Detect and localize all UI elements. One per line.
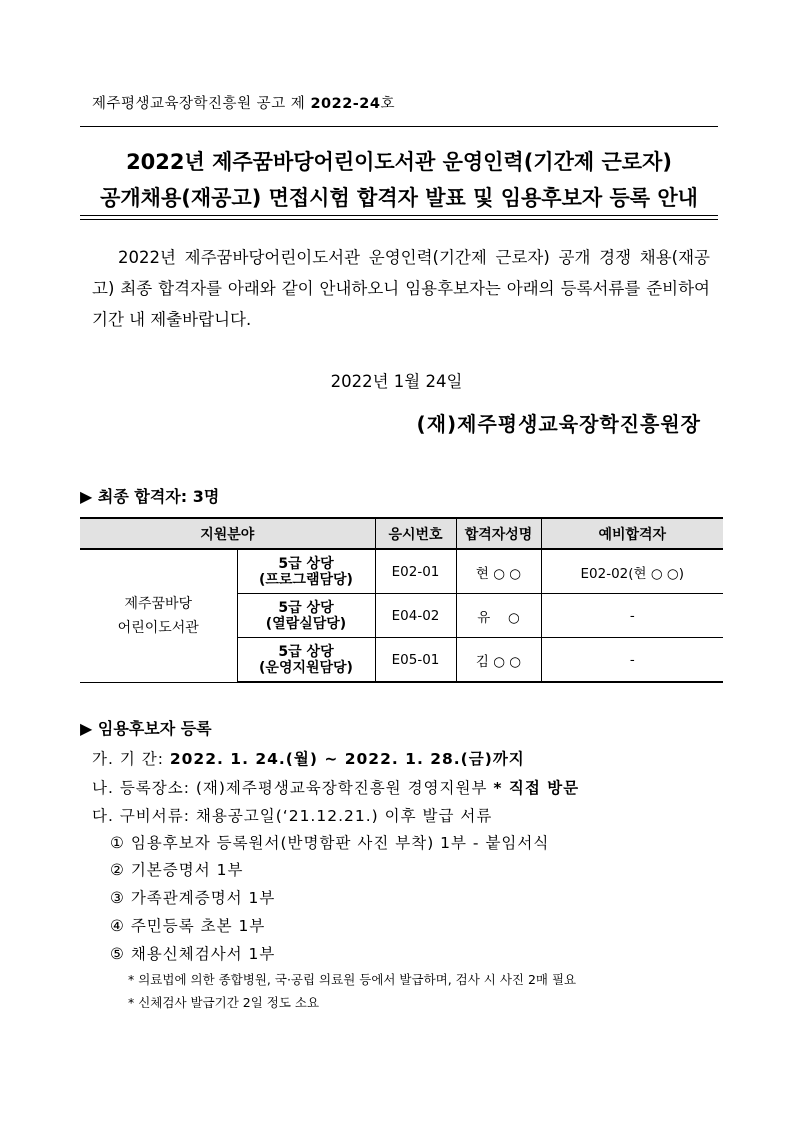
document-title-line1: 2022년 제주꿈바당어린이도서관 운영인력(기간제 근로자) — [126, 150, 672, 174]
position-role: (프로그램담당) — [259, 571, 353, 588]
section-registration-title: ▶ 임용후보자 등록 — [80, 719, 212, 738]
notice-number: 2022-24 — [310, 96, 381, 112]
header-passer-name: 합격자성명 — [456, 518, 541, 549]
position-grade: 5급 상당 — [278, 555, 334, 572]
document-item: ⑤ 채용신체검사서 1부 — [110, 945, 276, 963]
notice-prefix: 제주평생교육장학진흥원 공고 제 — [92, 96, 311, 112]
document-item: ② 기본증명서 1부 — [110, 861, 244, 879]
header-field: 지원분야 — [80, 518, 375, 549]
passer-name-cell: 김 ○ ○ — [456, 638, 541, 683]
applicants-table — [80, 517, 723, 683]
table-header-row — [80, 518, 723, 549]
exam-number-cell: E04-02 — [375, 594, 456, 638]
document-title-line2: 공개채용(재공고) 면접시험 합격자 발표 및 임용후보자 등록 안내 — [100, 186, 698, 210]
place-emphasis: * 직접 방문 — [493, 779, 580, 797]
field-cell — [80, 549, 237, 682]
reserve-cell: - — [541, 594, 723, 638]
position-cell — [237, 594, 375, 638]
period-value: 2022. 1. 24.(월) ~ 2022. 1. 28.(금)까지 — [169, 750, 525, 768]
note-item: * 의료법에 의한 종합병원, 국·공립 의료원 등에서 발급하며, 검사 시 사진 2매 필요 — [128, 972, 577, 987]
intro-paragraph: 2022년 제주꿈바당어린이도서관 운영인력(기간제 근로자) 공개 경쟁 채용(재공고) 최종 합격자를 아래와 같이 안내하오니 임용후보자는 아래의 등록서류를 준비하여 기간 내 제출바랍니다. — [92, 248, 710, 329]
documents-line: 다. 구비서류: 채용공고일(‘21.12.21.) 이후 발급 서류 — [92, 807, 493, 825]
field-line2: 어린이도서관 — [117, 619, 199, 636]
position-role: (운영지원담당) — [259, 659, 353, 676]
top-rule — [80, 126, 718, 127]
exam-number-cell: E02-01 — [375, 549, 456, 594]
passer-name-cell: 현 ○ ○ — [456, 549, 541, 594]
passer-name-cell: 유 ○ — [456, 594, 541, 638]
issuer-name: (재)제주평생교육장학진흥원장 — [416, 412, 701, 436]
place-label: 나. 등록장소: (재)제주평생교육장학진흥원 경영지원부 — [92, 779, 494, 797]
document-item: ③ 가족관계증명서 1부 — [110, 889, 276, 907]
note-item: * 신체검사 발급기간 2일 정도 소요 — [128, 995, 320, 1010]
section-final-applicants-title: ▶ 최종 합격자: 3명 — [80, 487, 220, 506]
header-reserve: 예비합격자 — [541, 518, 723, 549]
period-label: 가. 기 간: — [92, 750, 170, 768]
title-double-rule — [80, 215, 718, 220]
field-line1: 제주꿈바당 — [124, 595, 193, 612]
position-cell — [237, 638, 375, 683]
document-item: ① 임용후보자 등록원서(반명함판 사진 부착) 1부 - 붙임서식 — [110, 834, 550, 852]
table-row — [80, 549, 723, 594]
place-line — [92, 776, 579, 798]
period-line — [92, 747, 525, 769]
reserve-cell: - — [541, 638, 723, 683]
position-grade: 5급 상당 — [278, 643, 334, 660]
header-exam-number: 응시번호 — [375, 518, 456, 549]
notice-suffix: 호 — [380, 96, 396, 112]
document-item: ④ 주민등록 초본 1부 — [110, 917, 266, 935]
position-cell — [237, 549, 375, 594]
reserve-cell: E02-02(현 ○ ○) — [541, 549, 723, 594]
position-grade: 5급 상당 — [278, 599, 334, 616]
announcement-date: 2022년 1월 24일 — [330, 372, 463, 391]
exam-number-cell: E05-01 — [375, 638, 456, 683]
notice-number-line — [92, 92, 395, 113]
position-role: (열람실담당) — [265, 615, 347, 632]
